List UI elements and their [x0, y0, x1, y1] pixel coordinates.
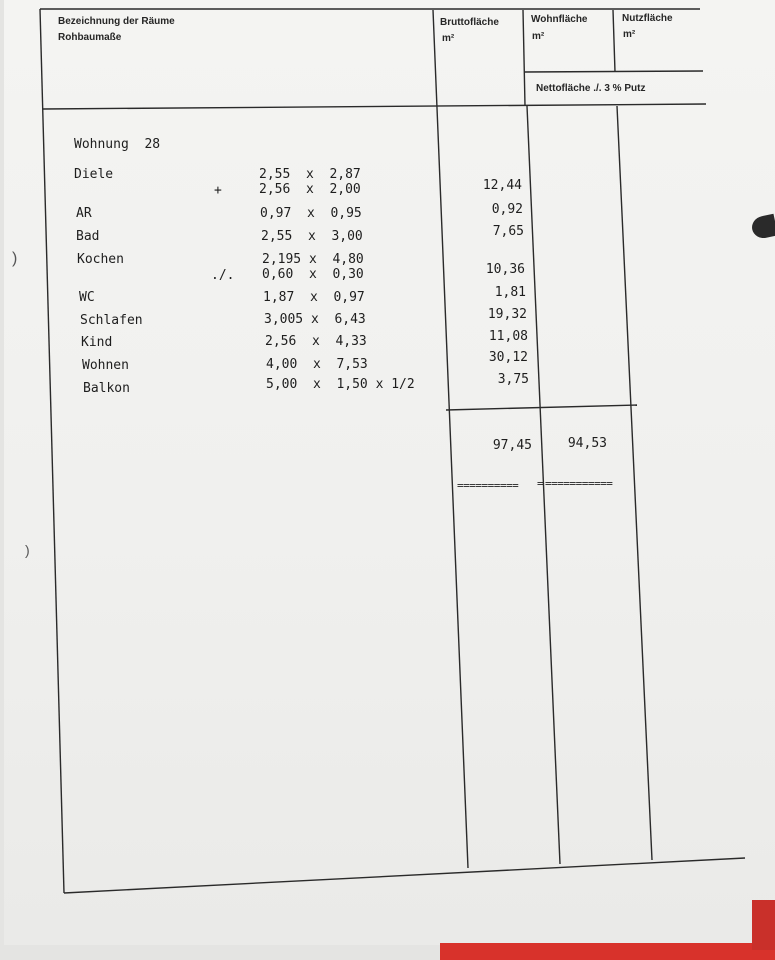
rule-body-col4 [617, 106, 652, 860]
total-living-area: 94,53 [567, 436, 607, 451]
room-dimensions: 2,56 x 2,00 [259, 182, 361, 197]
room-dimensions: 3,005 x 6,43 [264, 312, 366, 327]
rule-left [40, 9, 64, 893]
header-gross-unit: m² [442, 33, 455, 44]
rule-hdr-col4 [613, 10, 615, 72]
rule-bottom [64, 858, 745, 893]
gross-area-value: 0,92 [491, 202, 523, 217]
room-name: AR [76, 206, 92, 221]
room-dimensions: 2,55 x 2,87 [259, 167, 361, 182]
operator-plus: + [214, 183, 222, 198]
room-dimensions: 0,97 x 0,95 [260, 206, 362, 221]
room-name: Kind [81, 335, 113, 350]
gross-area-value: 10,36 [485, 262, 525, 277]
gross-area-value: 19,32 [487, 307, 527, 322]
gross-area-value: 11,08 [488, 329, 528, 344]
room-dimensions: 0,60 x 0,30 [262, 267, 364, 282]
operator-minus: ./. [211, 268, 235, 283]
total-underline-gross: ========== [457, 479, 519, 492]
rule-sum [446, 405, 637, 410]
header-dimensions-label: Rohbaumaße [58, 32, 122, 43]
header-room-label: Bezeichnung der Räume [58, 16, 175, 27]
header-gross-label: Bruttofläche [440, 17, 499, 28]
room-dimensions: 2,55 x 3,00 [261, 229, 363, 244]
hole-punch-mark: ) [12, 250, 18, 267]
total-underline-mid: = [537, 477, 544, 490]
room-dimensions: 2,56 x 4,33 [265, 334, 367, 349]
room-name: Kochen [77, 252, 124, 267]
total-gross-area: 97,45 [492, 438, 532, 453]
rule-subheader-top [524, 71, 703, 72]
room-dimensions: 4,00 x 7,53 [266, 357, 368, 372]
gross-area-value: 30,12 [488, 350, 528, 365]
room-dimensions: 2,195 x 4,80 [262, 252, 364, 267]
room-name: WC [79, 290, 95, 305]
room-name: Balkon [83, 381, 130, 396]
rule-hdr-col3 [523, 10, 525, 106]
gross-area-value: 12,44 [482, 178, 522, 193]
rule-header-bottom [43, 104, 706, 109]
room-dimensions: 5,00 x 1,50 x 1/2 [266, 377, 415, 392]
rule-hdr-col2 [433, 10, 437, 108]
header-usable-label: Nutzfläche [622, 13, 673, 24]
header-net-area-label: Nettofläche ./. 3 % Putz [536, 83, 646, 94]
room-dimensions: 1,87 x 0,97 [263, 290, 365, 305]
room-name: Bad [76, 229, 100, 244]
gross-area-value: 3,75 [497, 372, 529, 387]
section-title: Wohnung 28 [74, 137, 161, 152]
hole-punch-mark: ) [25, 542, 30, 558]
room-name: Wohnen [82, 358, 129, 373]
room-name: Diele [74, 167, 114, 182]
gross-area-value: 7,65 [492, 224, 524, 239]
total-underline-living: =========== [545, 477, 613, 490]
room-name: Schlafen [80, 313, 143, 328]
header-living-unit: m² [532, 31, 545, 42]
header-living-label: Wohnfläche [531, 14, 588, 25]
gross-area-value: 1,81 [494, 285, 526, 300]
header-usable-unit: m² [623, 29, 636, 40]
